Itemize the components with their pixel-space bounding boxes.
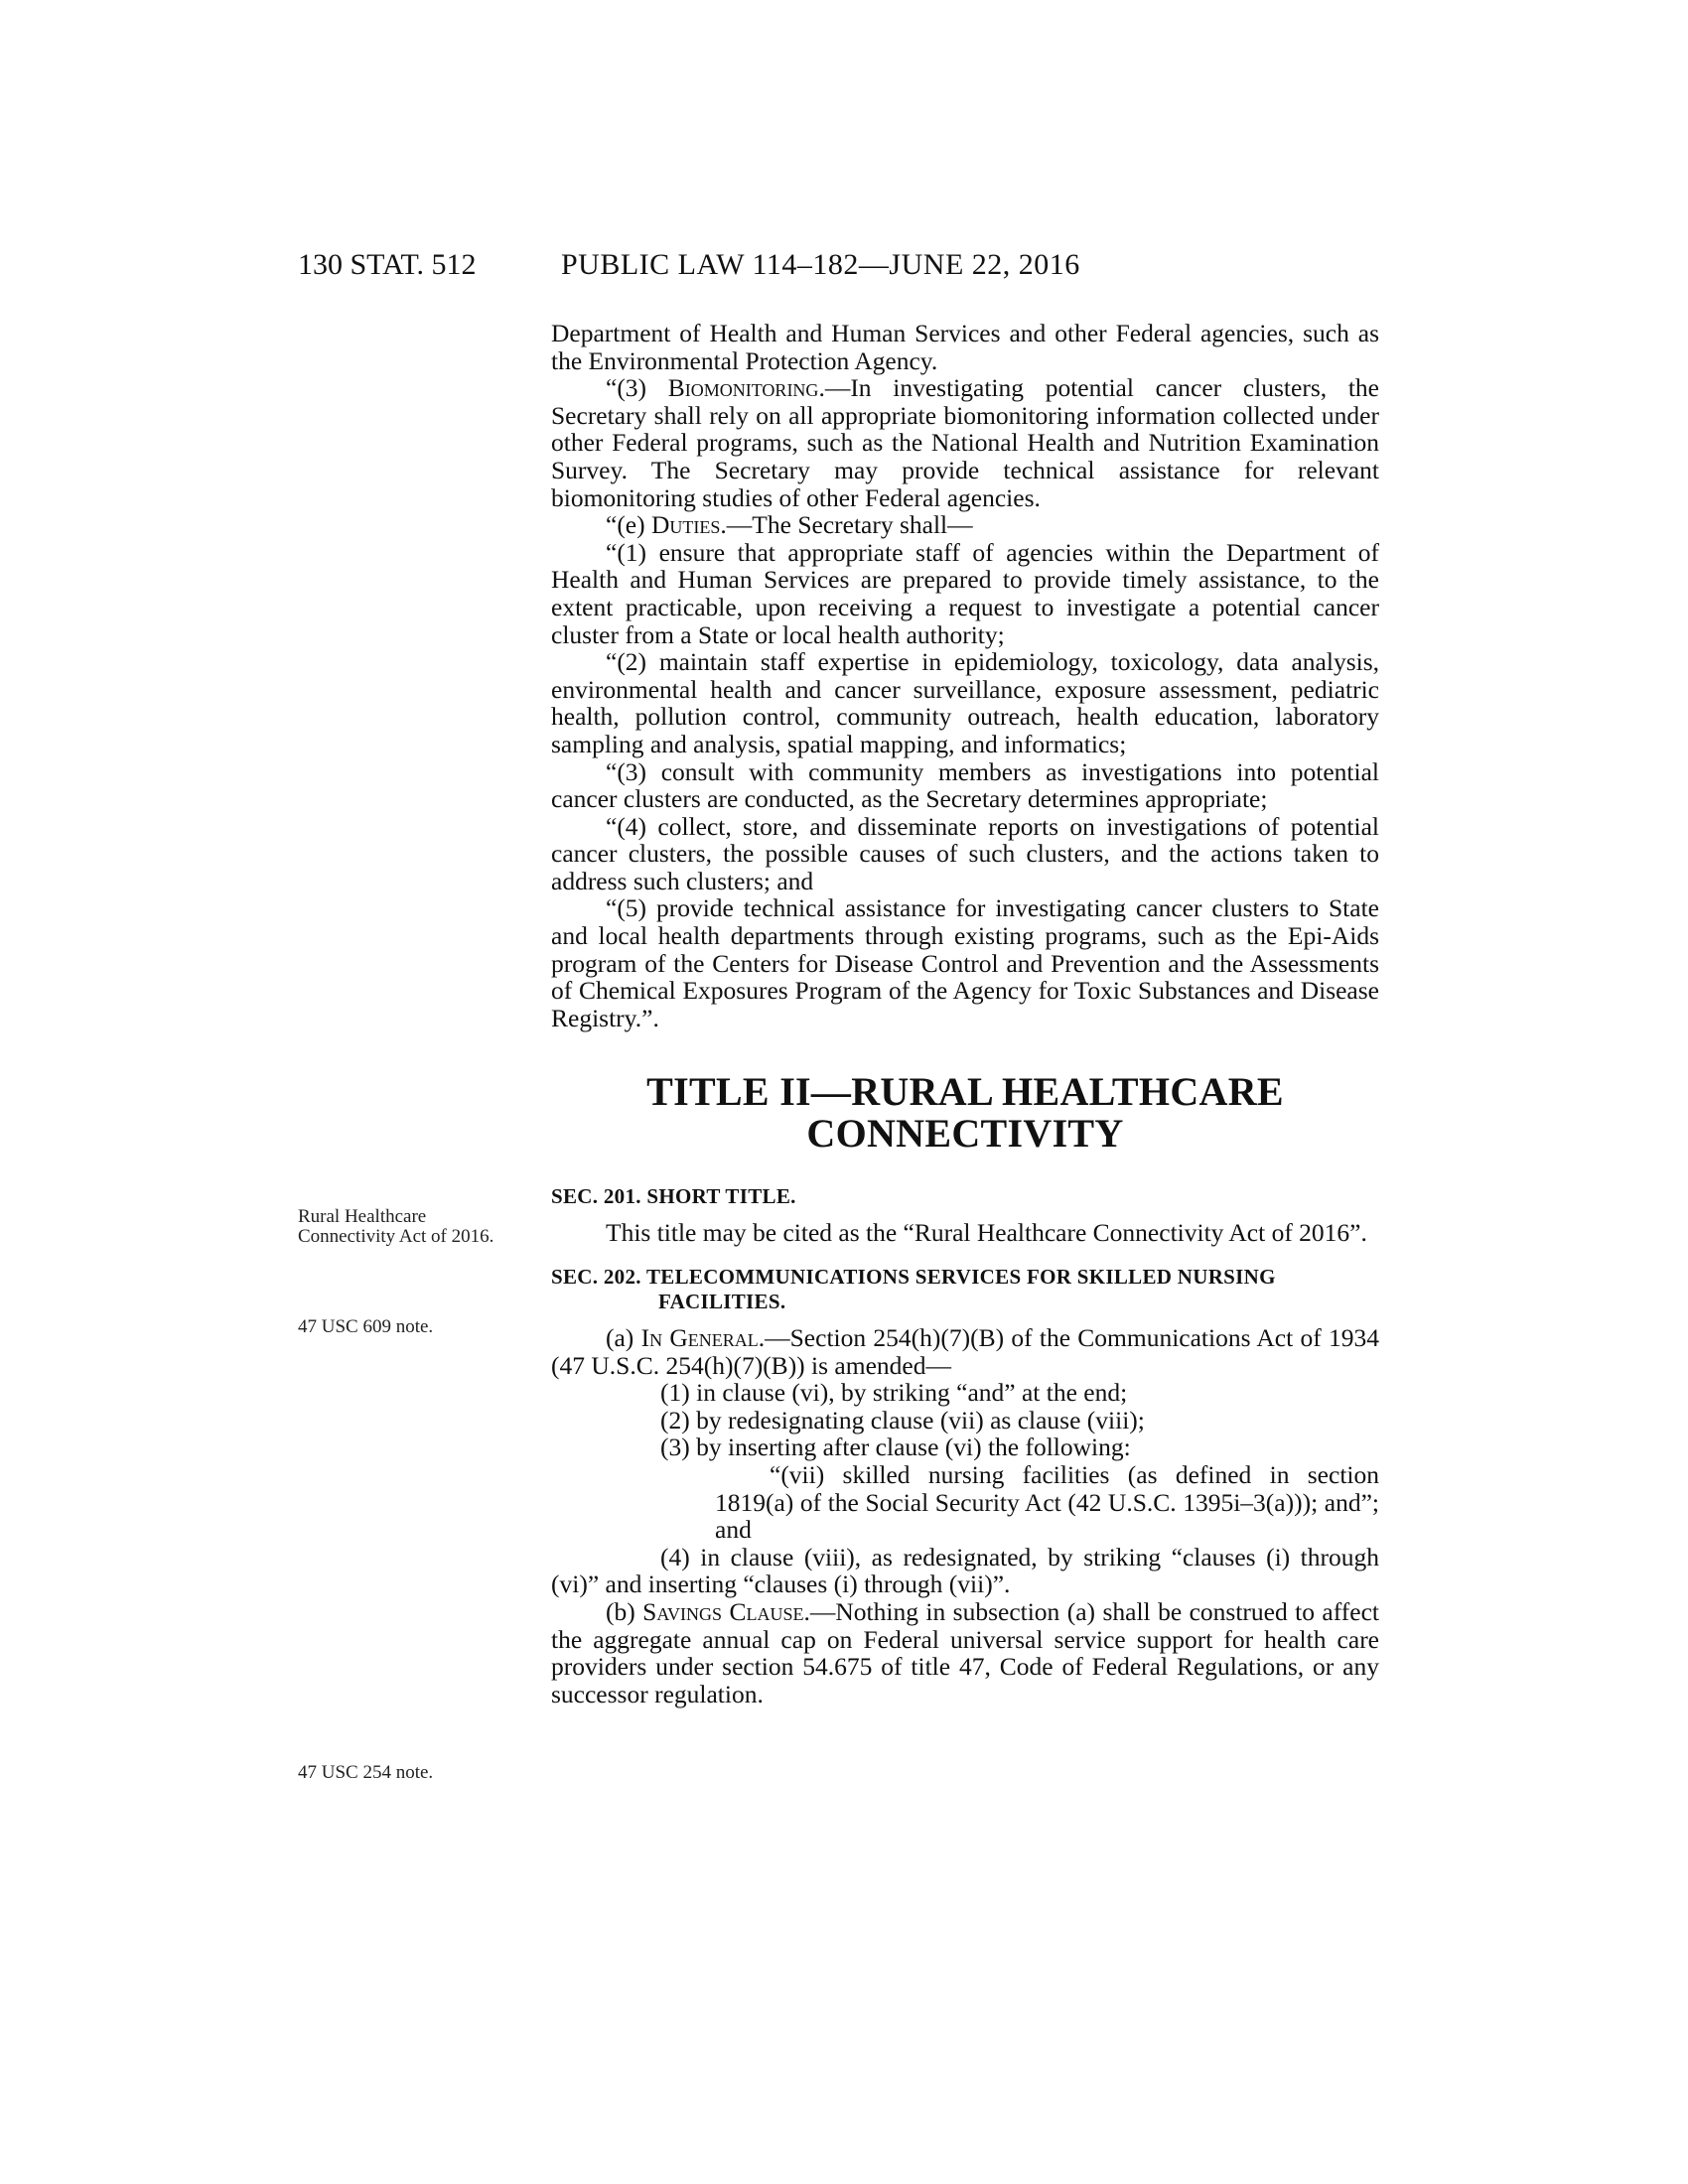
subsection-b-heading: Savings Clause <box>642 1596 804 1626</box>
subsection-a-text: .—Section 254(h)(7)(B) of the Communications Act of 1934 (47 U.S.C. 254(h)(7)(B)) is amended— <box>551 1323 1379 1380</box>
amendment-item: (4) in clause (viii), as redesignated, by striking “clauses (i) through (vi)” and inserting “clauses (i) through (vii)”. <box>551 1542 1379 1599</box>
amendment-item: (1) in clause (vi), by striking “and” at the end; <box>660 1378 1128 1408</box>
section-202-heading <box>551 1265 1379 1314</box>
duty-item: “(1) ensure that appropriate staff of agencies within the Department of Health and Human Services are prepared to provide timely assistance, to the extent practicable, upon receiving a request to investigate a potential cancer cluster from a State or local health authority; <box>551 537 1379 649</box>
quoted-clause-vii: “(vii) skilled nursing facilities (as defined in section 1819(a) of the Social Security Act (42 U.S.C. 1395i–3(a))); and”; and <box>715 1460 1379 1545</box>
title-line: CONNECTIVITY <box>806 1111 1124 1157</box>
biomonitoring-text: .—In investigating potential cancer clusters, the Secretary shall rely on all appropriate biomonitoring information collected under other Federal programs, such as the National Health and Nutrition Examination Survey. The Secretary may provide technical assistance for relevant biomonitoring studies of other Federal agencies. <box>551 373 1379 512</box>
margin-note-usc-609: 47 USC 609 note. <box>298 1316 434 1337</box>
subsection-a-number: (a) <box>606 1323 641 1353</box>
duties-number: “(e) <box>606 510 651 540</box>
amendment-item: (3) by inserting after clause (vi) the following: <box>660 1433 1131 1462</box>
biomonitoring-paragraph <box>551 374 1379 511</box>
duty-item: “(4) collect, store, and disseminate reports on investigations of potential cancer clusters, the possible causes of such clusters, and the actions taken to address such clusters; and <box>551 811 1379 895</box>
biomonitoring-number: “(3) <box>606 373 668 403</box>
duty-item: “(5) provide technical assistance for investigating cancer clusters to State and local health departments through existing programs, such as the Epi-Aids program of the Centers for Disease Control and Prevention and the Assessments of Chemical Exposures Program of the Agency for Toxic Substances and Disease Registry.”. <box>551 893 1379 1032</box>
subsection-b-text: .—Nothing in subsection (a) shall be construed to affect the aggregate annual cap on Federal universal service support for health care providers under section 54.675 of title 47, Code of Federal Regulations, or any successor regulation. <box>551 1596 1379 1708</box>
duty-item: “(2) maintain staff expertise in epidemiology, toxicology, data analysis, environmental health and cancer surveillance, exposure assessment, pediatric health, pollution control, community outreach, health education, laboratory sampling and analysis, spatial mapping, and informatics; <box>551 647 1379 758</box>
main-text-column <box>551 320 1379 1707</box>
biomonitoring-heading: Biomonitoring <box>667 373 819 403</box>
page-header <box>298 248 1380 288</box>
stat-page-number: 130 STAT. 512 <box>298 248 477 281</box>
margin-note-short-title: Rural Healthcare Connectivity Act of 2016. <box>298 1206 494 1247</box>
subsection-b <box>551 1598 1379 1707</box>
duties-text: .—The Secretary shall— <box>720 510 973 540</box>
section-201-heading: SEC. 201. SHORT TITLE. <box>551 1184 796 1209</box>
duty-item: “(3) consult with community members as investigations into potential cancer clusters are conducted, as the Secretary determines appropriate; <box>551 756 1379 814</box>
section-202-heading-line: FACILITIES. <box>658 1290 786 1314</box>
subsection-a <box>551 1324 1379 1379</box>
amendment-list <box>551 1379 1379 1461</box>
duties-paragraph <box>551 511 1379 539</box>
margin-note-usc-254: 47 USC 254 note. <box>298 1762 434 1783</box>
subsection-a-heading: In General <box>640 1323 759 1353</box>
amendment-item: (2) by redesignating clause (vii) as clause (viii); <box>660 1405 1145 1434</box>
duties-heading: Duties <box>651 510 721 540</box>
public-law-citation: PUBLIC LAW 114–182—JUNE 22, 2016 <box>561 248 1080 281</box>
subsection-b-number: (b) <box>606 1596 643 1626</box>
title-line: TITLE II—RURAL HEALTHCARE <box>646 1069 1284 1115</box>
section-201-text: This title may be cited as the “Rural Healthcare Connectivity Act of 2016”. <box>606 1218 1367 1248</box>
section-202-heading-line: SEC. 202. TELECOMMUNICATIONS SERVICES FOR SKILLED NURSING <box>551 1265 1276 1290</box>
title-heading <box>551 1071 1379 1155</box>
continued-paragraph: Department of Health and Human Services and other Federal agencies, such as the Environmental Protection Agency. <box>551 319 1379 375</box>
